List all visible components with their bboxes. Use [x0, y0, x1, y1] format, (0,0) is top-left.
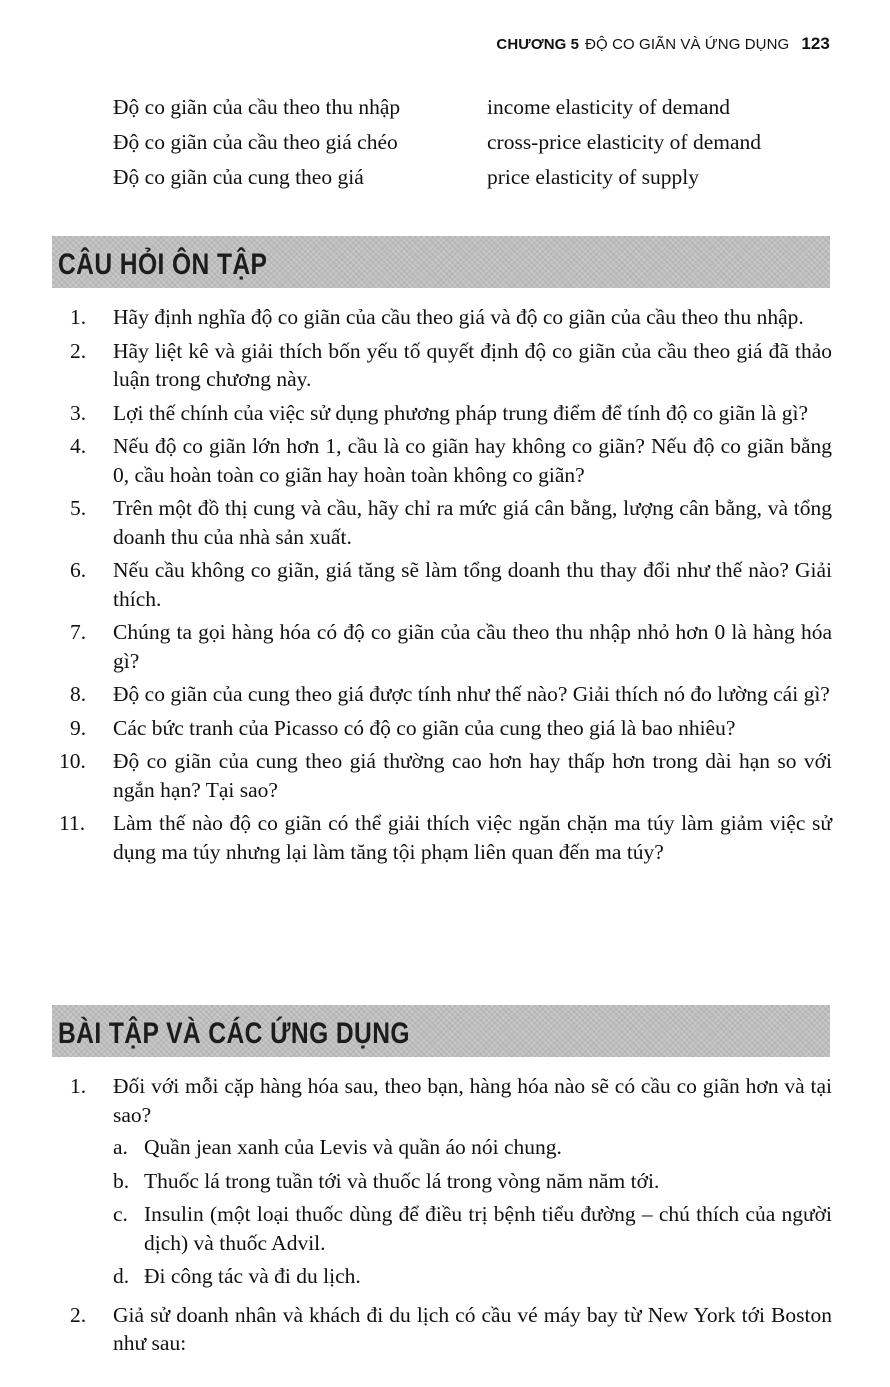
exercise-list [70, 1072, 832, 1363]
sub-item [113, 1133, 832, 1162]
chapter-title: ĐỘ CO GIÃN VÀ ỨNG DỤNG [585, 36, 790, 53]
review-question [70, 680, 832, 709]
glossary-row [113, 160, 761, 195]
question-number: 10. [59, 749, 86, 773]
question-text: Độ co giãn của cung theo giá thường cao hơn hay thấp hơn trong dài hạn so với ngắn hạn? Tại sao? [113, 749, 832, 802]
review-section-header [52, 236, 830, 288]
sub-item [113, 1262, 832, 1291]
question-number: 2. [70, 338, 87, 363]
review-question [70, 494, 832, 551]
question-number: 9. [70, 715, 87, 740]
exercises-section-title: BÀI TẬP VÀ CÁC ỨNG DỤNG [58, 1017, 410, 1050]
sub-letter: c. [113, 1202, 128, 1226]
question-number: 4. [70, 434, 87, 458]
question-text: Lợi thế chính của việc sử dụng phương pháp trung điểm để tính độ co giãn là gì? [113, 400, 809, 425]
review-section-title: CÂU HỎI ÔN TẬP [58, 248, 268, 281]
question-number: 2. [70, 1302, 87, 1327]
question-text: Hãy định nghĩa độ co giãn của cầu theo giá và độ co giãn của cầu theo thu nhập. [113, 305, 804, 329]
review-question [70, 337, 832, 394]
sub-item [113, 1200, 832, 1257]
question-number: 3. [70, 400, 87, 425]
chapter-number: CHƯƠNG 5 [496, 36, 580, 53]
review-question [70, 303, 832, 332]
term-english: cross-price elasticity of demand [487, 130, 762, 154]
question-text: Đối với mỗi cặp hàng hóa sau, theo bạn, hàng hóa nào sẽ có cầu co giãn hơn và tại sao? [113, 1074, 832, 1127]
sub-letter: a. [113, 1135, 128, 1159]
term-english: price elasticity of supply [487, 165, 699, 189]
exercises-section-header [52, 1005, 830, 1057]
review-question [59, 809, 832, 866]
sub-text: Quần jean xanh của Levis và quần áo nói chung. [144, 1135, 562, 1159]
review-question [59, 747, 832, 804]
sub-text: Thuốc lá trong tuần tới và thuốc lá trong vòng năm năm tới. [144, 1168, 660, 1193]
running-header [496, 34, 830, 54]
question-text: Nếu độ co giãn lớn hơn 1, cầu là co giãn hay không co giãn? Nếu độ co giãn bằng 0, cầu hoàn toàn co giãn hay hoàn toàn không co giãn? [113, 434, 832, 487]
term-vietnamese: Độ co giãn của cầu theo thu nhập [113, 95, 401, 119]
question-number: 1. [70, 1074, 87, 1098]
question-text: Các bức tranh của Picasso có độ co giãn của cung theo giá là bao nhiêu? [113, 715, 736, 740]
term-vietnamese: Độ co giãn của cầu theo giá chéo [113, 130, 398, 154]
review-question [70, 399, 832, 428]
question-number: 7. [70, 620, 87, 644]
question-number: 1. [70, 305, 87, 329]
sub-item [113, 1167, 832, 1196]
sub-text: Đi công tác và đi du lịch. [144, 1264, 361, 1288]
glossary-row [113, 90, 761, 125]
sub-text: Insulin (một loại thuốc dùng để điều trị bệnh tiểu đường – chú thích của người dịch) và thuốc Advil. [144, 1202, 832, 1255]
review-question-list [59, 303, 832, 871]
question-text: Trên một đồ thị cung và cầu, hãy chỉ ra mức giá cân bằng, lượng cân bằng, và tổng doanh thu của nhà sản xuất. [113, 496, 832, 549]
exercise-body [113, 1072, 832, 1296]
glossary-row [113, 125, 761, 160]
page-number: 123 [801, 34, 830, 53]
sub-letter: d. [113, 1264, 130, 1288]
question-text: Hãy liệt kê và giải thích bốn yếu tố quyết định độ co giãn của cầu theo giá đã thảo luận trong chương này. [113, 338, 832, 391]
question-text: Giả sử doanh nhân và khách đi du lịch có cầu vé máy bay từ New York tới Boston như sau: [113, 1302, 832, 1355]
question-text: Nếu cầu không co giãn, giá tăng sẽ làm tổng doanh thu thay đổi như thế nào? Giải thích. [113, 558, 832, 611]
review-question [70, 714, 832, 743]
question-number: 8. [70, 682, 87, 706]
review-question [70, 556, 832, 613]
question-number: 6. [70, 558, 87, 582]
glossary-list [113, 90, 761, 195]
review-question [70, 432, 832, 489]
question-number: 5. [70, 496, 87, 520]
exercise-question [70, 1301, 832, 1358]
question-text: Độ co giãn của cung theo giá được tính như thế nào? Giải thích nó đo lường cái gì? [113, 682, 830, 706]
term-vietnamese: Độ co giãn của cung theo giá [113, 165, 364, 189]
review-question [70, 618, 832, 675]
question-text: Chúng ta gọi hàng hóa có độ co giãn của cầu theo thu nhập nhỏ hơn 0 là hàng hóa gì? [113, 620, 832, 673]
sub-letter: b. [113, 1168, 130, 1193]
term-english: income elasticity of demand [487, 95, 730, 119]
question-text: Làm thế nào độ co giãn có thể giải thích việc ngăn chặn ma túy làm giảm việc sử dụng ma túy nhưng lại làm tăng tội phạm liên quan đến ma túy? [113, 811, 832, 864]
exercise-question [70, 1072, 832, 1296]
question-number: 11. [59, 811, 86, 835]
